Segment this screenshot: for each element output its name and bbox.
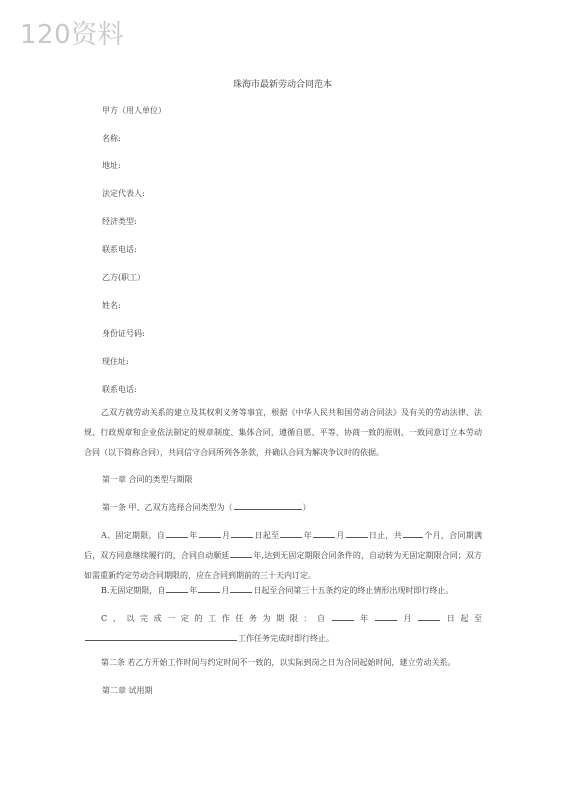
chapter-1-heading: 第一章 合同的类型与期限 — [102, 475, 193, 484]
clause-a-text-8: 个月，合同期满后，双方同意继续履行的，合同自动顺延 — [84, 531, 483, 560]
clause-a-text-4: 日起至 — [254, 531, 280, 540]
blank-c-start-month[interactable] — [375, 612, 397, 621]
clause-a — [84, 526, 482, 586]
blank-a-months[interactable] — [403, 529, 423, 538]
party-a-econ-type-label: 经济类型: — [102, 217, 137, 226]
blank-b-start-year[interactable] — [166, 584, 188, 593]
clause-b — [84, 581, 482, 601]
blank-a-extension-years[interactable] — [230, 549, 252, 558]
party-a-phone-label: 联系电话: — [102, 245, 137, 254]
party-b-name-label: 姓名: — [102, 301, 121, 310]
party-a-address-label: 地址: — [102, 161, 121, 170]
party-a-header: 甲方（用人单位） — [102, 106, 166, 115]
blank-c-start-year[interactable] — [332, 612, 354, 621]
clause-a-text-5: 年 — [303, 531, 312, 540]
article-2: 第二条 若乙方开始工作时间与约定时间不一致的，以实际到岗之日为合同起始时间，建立劳动关系。 — [101, 658, 456, 667]
blank-a-end-month[interactable] — [313, 529, 335, 538]
clause-c-text-5: 工作任务完成时即行终止。 — [238, 634, 334, 643]
clause-a-text-1: A、固定期限，自 — [101, 531, 166, 540]
blank-c-start-day[interactable] — [418, 612, 440, 621]
article-1-suffix: ） — [302, 503, 311, 512]
blank-a-end-year[interactable] — [280, 529, 302, 538]
party-a-legal-rep-label: 法定代表人: — [102, 189, 145, 198]
blank-c-task-description[interactable] — [85, 632, 233, 641]
blank-a-end-day[interactable] — [346, 529, 368, 538]
article-1 — [102, 501, 311, 513]
clause-c-text-1: C、以完成一定的工作任务为期限：自 — [101, 614, 331, 623]
clause-c-text-4: 日起至 — [441, 614, 483, 623]
party-a-name-label: 名称: — [102, 134, 121, 143]
clause-a-text-7: 日止，共 — [368, 531, 403, 540]
clause-a-text-6: 月 — [335, 531, 345, 540]
chapter-2-heading: 第二章 试用期 — [102, 686, 153, 695]
clause-c-text-2: 年 — [354, 614, 374, 623]
clause-b-text-2: 年 — [189, 586, 198, 595]
clause-c-text-3: 月 — [397, 614, 418, 623]
clause-b-text-4: 日起至合同第三十五条约定的终止情形出现时即行终止。 — [253, 586, 454, 595]
clause-b-text-3: 月 — [221, 586, 230, 595]
contract-type-blank[interactable] — [234, 501, 302, 510]
party-b-id-label: 身份证号码: — [102, 329, 145, 338]
clause-a-text-9: 年,达到无固定期限合同条件的，自动转为无固定期限合同；双方如需重新约定劳动合同期限的，应在合同到期前的三十天内订定。 — [84, 551, 482, 580]
clause-c — [84, 609, 482, 649]
blank-a-start-day[interactable] — [231, 529, 253, 538]
blank-a-start-year[interactable] — [166, 529, 188, 538]
intro-paragraph: 乙双方就劳动关系的建立及其权利义务等事宜，根据《中华人民共和国劳动合同法》及有关的劳动法律、法规、行政规章和企业依法制定的规章制度、集体合同，遵循自愿、平等、协商一致的原则，一致同意订立本劳动合同（以下简称合同），共同信守合同所列各条款，并确认合同为解决争议时的依据。 — [84, 408, 482, 457]
party-b-address-label: 现住址: — [102, 357, 129, 366]
blank-a-start-month[interactable] — [199, 529, 221, 538]
clause-a-text-3: 月 — [221, 531, 231, 540]
party-b-header: 乙方(职工） — [102, 273, 146, 282]
blank-b-start-month[interactable] — [198, 584, 220, 593]
watermark-logo: 120资料 — [20, 20, 125, 50]
blank-b-start-day[interactable] — [230, 584, 252, 593]
document-title: 珠海市最新劳动合同范本 — [232, 80, 332, 90]
article-1-prefix: 第一条 甲、乙双方选择合同类型为（ — [102, 503, 233, 512]
clause-a-text-2: 年 — [189, 531, 198, 540]
blank-c-task-continued[interactable] — [217, 632, 237, 641]
clause-b-text-1: B.无固定期限，自 — [101, 586, 166, 595]
party-b-phone-label: 联系电话: — [102, 385, 137, 394]
